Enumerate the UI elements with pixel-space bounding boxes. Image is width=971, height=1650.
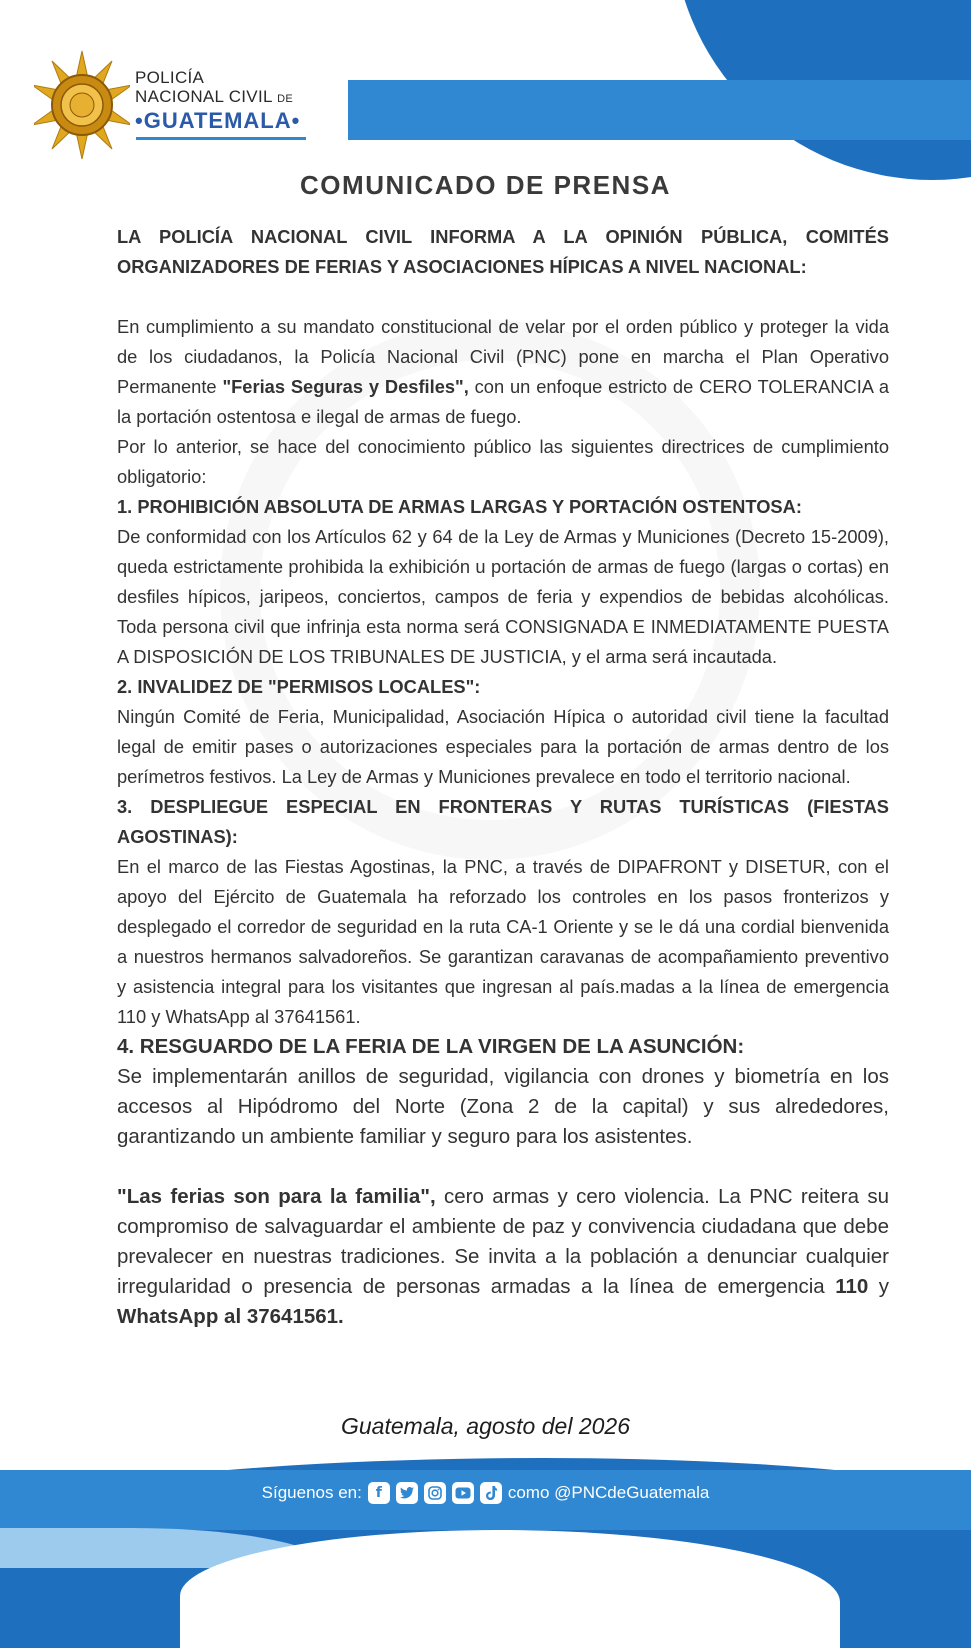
follow-label: Síguenos en: — [261, 1483, 362, 1502]
org-underline — [136, 137, 306, 140]
social-bar — [0, 1482, 971, 1504]
org-name-line2: NACIONAL CIVIL DE — [135, 87, 294, 106]
section-3-heading: 3. DESPLIEGUE ESPECIAL EN FRONTERAS Y RUTAS TURÍSTICAS (FIESTAS AGOSTINAS): — [117, 796, 889, 847]
section-2-heading: 2. INVALIDEZ DE "PERMISOS LOCALES": — [117, 676, 481, 697]
intro-paragraph: En cumplimiento a su mandato constitucional de velar por el orden público y proteger la vida de los ciudadanos, la Policía Nacional Civil (PNC) pone en marcha el Plan Operativo Permanente "Ferias Seguras y Desfiles", con un enfoque estricto de CERO TOLERANCIA a la portación ostentosa e ilegal de armas de fuego. — [117, 316, 889, 427]
page-title: COMUNICADO DE PRENSA — [300, 170, 671, 200]
section-2-body: Ningún Comité de Feria, Municipalidad, Asociación Hípica o autoridad civil tiene la facultad legal de emitir pases o autorizaciones especiales para la portación de armas dentro de los perímetros festivos. La Ley de Armas y Municiones prevalece en todo el territorio nacional. — [117, 706, 889, 787]
section-3-body: En el marco de las Fiestas Agostinas, la PNC, a través de DIPAFRONT y DISETUR, con el apoyo del Ejército de Guatemala ha reforzado los controles en los pasos fronterizos y desplegado el corredor de seguridad en la ruta CA-1 Oriente y se le dá una cordial bienvenida a nuestros hermanos salvadoreños. Se garantizan caravanas de acompañamiento preventivo y asistencia integral para los visitantes que ingresan al país.madas a la línea de emergencia 110 y WhatsApp al 37641561. — [117, 856, 889, 1027]
place-date: Guatemala, agosto del 2026 — [341, 1413, 630, 1439]
section-4-body: Se implementarán anillos de seguridad, vigilancia con drones y biometría en los accesos al Hipódromo del Norte (Zona 2 de la capital) y sus alrededores, garantizando un ambiente familiar y seguro para los asistentes. — [117, 1065, 889, 1148]
section-1-body: De conformidad con los Artículos 62 y 64 de la Ley de Armas y Municiones (Decreto 15-2009), queda estrictamente prohibida la exhibición u portación de armas de fuego (largas o cortas) en desfiles hípicos, jaripeos, conciertos, campos de feria y expendios de bebidas alcohólicas. Toda persona civil que infrinja esta norma será CONSIGNADA E INMEDIATAMENTE PUESTA A DISPOSICIÓN DE LOS TRIBUNALES DE JUSTICIA, y el arma será incautada. — [117, 526, 889, 667]
closing-paragraph: "Las ferias son para la familia", cero armas y cero violencia. La PNC reitera su compromiso de salvaguardar el ambiente de paz y convivencia ciudadana que debe prevalecer en nuestras tradiciones. Se invita a la población a denunciar cualquier irregularidad o presencia de personas armadas a la línea de emergencia 110 y WhatsApp al 37641561. — [117, 1185, 889, 1328]
section-4-heading: 4. RESGUARDO DE LA FERIA DE LA VIRGEN DE LA ASUNCIÓN: — [117, 1035, 745, 1058]
header-blue-bar — [348, 80, 971, 140]
social-handle[interactable]: como @PNCdeGuatemala — [507, 1483, 710, 1502]
press-release-body — [117, 222, 889, 1332]
intro-paragraph-2: Por lo anterior, se hace del conocimiento público las siguientes directrices de cumplimiento obligatorio: — [117, 436, 889, 487]
tiktok-icon[interactable] — [480, 1482, 502, 1504]
youtube-icon[interactable] — [452, 1482, 474, 1504]
facebook-icon[interactable]: f — [368, 1482, 390, 1504]
lead-statement: LA POLICÍA NACIONAL CIVIL INFORMA A LA OPINIÓN PÚBLICA, COMITÉS ORGANIZADORES DE FERIAS Y ASOCIACIONES HÍPICAS A NIVEL NACIONAL: — [117, 226, 889, 277]
pnc-badge-logo — [34, 50, 130, 160]
org-name-line3: •GUATEMALA• — [135, 108, 301, 133]
section-1-heading: 1. PROHIBICIÓN ABSOLUTA DE ARMAS LARGAS Y PORTACIÓN OSTENTOSA: — [117, 496, 802, 517]
org-name — [135, 68, 301, 133]
org-name-line1: POLICÍA — [135, 68, 205, 87]
twitter-icon[interactable] — [396, 1482, 418, 1504]
instagram-icon[interactable] — [424, 1482, 446, 1504]
